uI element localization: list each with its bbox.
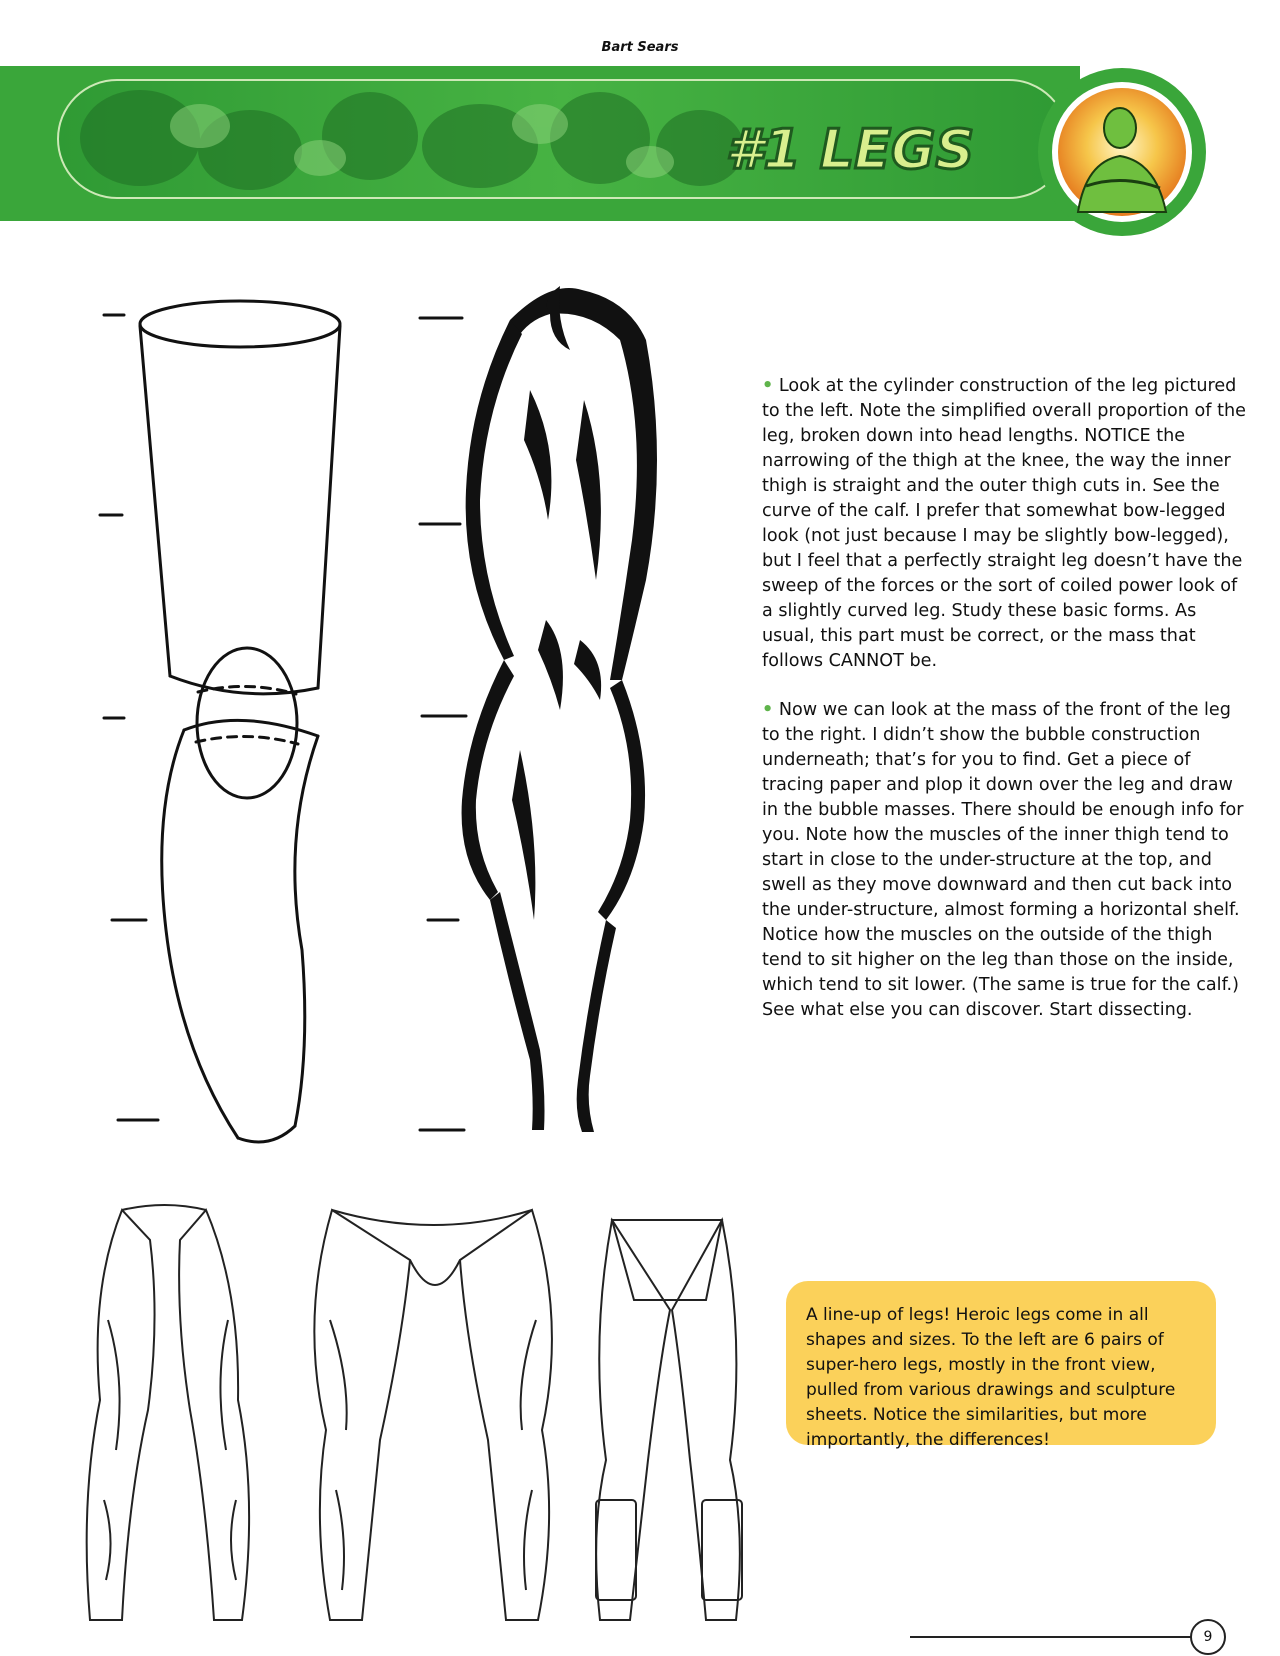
leg-ink-shapes [462,286,657,1132]
leg-muscle-diagram [410,280,720,1140]
bullet-glyph: • [762,700,774,720]
page-number: 9 [1190,1619,1226,1655]
calf-inner-edge [295,736,318,1126]
chapter-banner [0,66,1280,238]
leg-pair-3 [596,1220,742,1620]
author-name: Bart Sears [601,40,679,55]
thigh-top-ellipse [140,301,340,347]
paragraph-mass: • Now we can look at the mass of the front of the leg to the right. I didn’t show the bubble construction underneath; that’s for you to find. Get a piece of tracing paper and plop it down over the leg and draw in the bubble masses. There should be enough info for you. Note how the muscles of the inner thigh tend to start in close to the under-structure at the top, and swell as they move downward and then cut back into the under-structure, almost forming a horizontal shelf. Notice how the muscles on the outside of the thigh tend to sit higher on the leg than those on the inside, which tend to sit lower. (The same is true for the calf.) See what else you can discover. Start dissecting. [762,700,1244,1020]
leg-pair-1 [87,1205,249,1620]
paragraph-cylinder: • Look at the cylinder construction of the leg pictured to the left. Note the simplified overall proportion of the leg, broken down into head lengths. NOTICE the narrowing of the thigh at the knee, the way the inner thigh is straight and the outer thigh cuts in. See the curve of the calf. I prefer that somewhat bow-legged look (not just because I may be slightly bow-legged), but I feel that a perfectly straight leg doesn’t have the sweep of the forces or the sort of coiled power look of a slightly curved leg. Study these basic forms. As usual, this part must be correct, or the mass that follows CANNOT be. [762,376,1246,671]
chapter-title: #1 LEGS [725,118,975,181]
lineup-callout: A line-up of legs! Heroic legs come in all shapes and sizes. To the left are 6 pairs of super-hero legs, mostly in the front view, pulled from various drawings and sculpture sheets. Notice the similarities, but more importantly, the differences! [786,1281,1216,1445]
footer-rule [910,1636,1194,1638]
bullet-glyph: • [762,376,774,396]
leg-pair-2 [314,1210,552,1620]
leg-cylinder-diagram [90,290,350,1150]
body-text [762,374,1248,1047]
legs-lineup-illustration [30,1200,760,1640]
